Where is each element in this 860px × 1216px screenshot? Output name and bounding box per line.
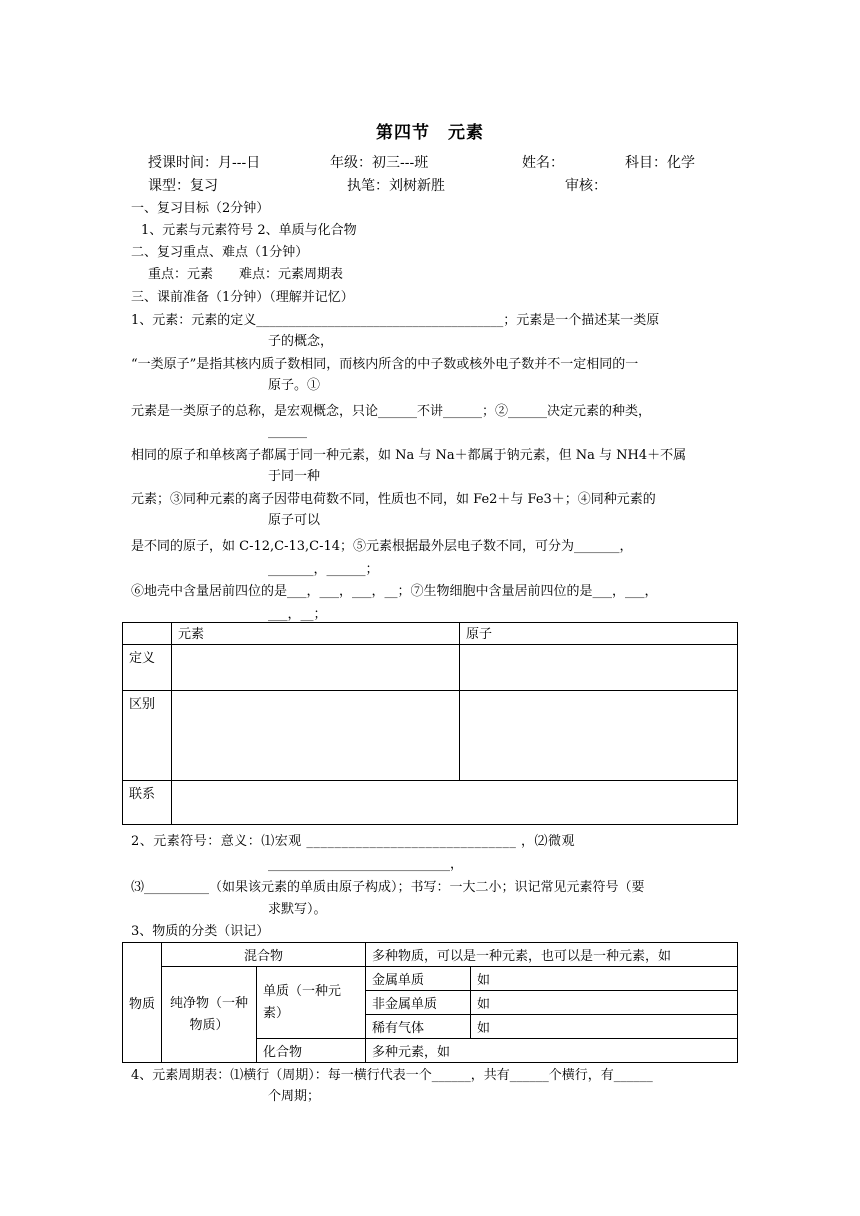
- cell-atom-definition[interactable]: [460, 645, 738, 691]
- text-line: ⑥地壳中含量居前四位的是___，___，___，__；⑦生物细胞中含量居前四位的是___，___，: [131, 584, 658, 599]
- text-line: 元素是一类原子的总称，是宏观概念，只论______不讲______；②______决定元素的种类，: [131, 404, 652, 419]
- section-3-heading: 三、课前准备（1分钟）（理解并记忆）: [131, 290, 354, 305]
- text-line: 原子。①: [268, 378, 321, 393]
- section-1-heading: 一、复习目标（2分钟）: [131, 201, 270, 216]
- nonmetal-example: 如: [471, 991, 738, 1015]
- text-line: 求默写）。: [268, 902, 327, 917]
- text-line: 是不同的原子，如 C-12,C-13,C-14；⑤元素根据最外层电子数不同，可分为_______，: [131, 539, 633, 554]
- text-line: 1、元素：元素的定义______________________________________；元素是一个描述某一类原: [131, 313, 660, 328]
- text-line: 2、元素符号：意义：⑴宏观 ______________________________ ，⑵微观: [131, 834, 576, 849]
- noble-gas-label: 稀有气体: [366, 1015, 471, 1039]
- col-atom: 原子: [460, 623, 738, 645]
- cell-atom-difference[interactable]: [460, 691, 738, 781]
- text-line: _______，______；: [268, 562, 379, 577]
- row-definition: 定义: [123, 645, 172, 691]
- nonmetal-label: 非金属单质: [366, 991, 471, 1015]
- student-name: 姓名：: [522, 155, 564, 171]
- text-line: 原子可以: [268, 513, 321, 528]
- text-line: 个周期；: [268, 1089, 321, 1104]
- author: 执笔：刘树新胜: [347, 178, 445, 194]
- text-line: 子的概念，: [268, 334, 334, 349]
- section-2-heading: 二、复习重点、难点（1分钟）: [131, 245, 309, 260]
- metal-label: 金属单质: [366, 967, 471, 991]
- section-heading: 3、物质的分类（识记）: [131, 924, 270, 939]
- blank-line: ______: [268, 424, 307, 439]
- blank-line: ____________________________，: [268, 857, 464, 872]
- element-atom-table: [122, 622, 738, 825]
- text-line: “一类原子”是指其核内质子数相同，而核内所含的中子数或核外电子数并不一定相同的一: [131, 357, 639, 372]
- mixture-desc: 多种物质，可以是一种元素，也可以是一种元素，如: [366, 943, 738, 967]
- lesson-type: 课型：复习: [148, 178, 218, 194]
- reviewer: 审核：: [565, 178, 607, 194]
- metal-example: 如: [471, 967, 738, 991]
- compound-desc: 多种元素，如: [366, 1039, 738, 1063]
- compound-label: 化合物: [257, 1039, 366, 1063]
- grade: 年级：初三---班: [330, 155, 429, 171]
- text-line: 于同一种: [268, 469, 321, 484]
- section-2-focus: 重点：元素 难点：元素周期表: [148, 267, 344, 282]
- cell-relation[interactable]: [172, 781, 738, 825]
- cell-element-definition[interactable]: [172, 645, 460, 691]
- subject: 科目：化学: [625, 155, 695, 171]
- section-1-goals: 1、元素与元素符号 2、单质与化合物: [141, 223, 357, 238]
- cell-element-difference[interactable]: [172, 691, 460, 781]
- pure-substance-label: 纯净物（一种物质）: [162, 967, 257, 1063]
- text-line: 4、元素周期表：⑴横行（周期）：每一横行代表一个______，共有______个横行，有______: [131, 1068, 653, 1083]
- text-line: 相同的原子和单核离子都属于同一种元素，如 Na 与 Na＋都属于钠元素，但 Na 与 NH4＋不属: [131, 448, 687, 463]
- text-line: 元素；③同种元素的离子因带电荷数不同，性质也不同，如 Fe2＋与 Fe3＋；④同种元素的: [131, 492, 656, 507]
- col-element: 元素: [172, 623, 460, 645]
- row-difference: 区别: [123, 691, 172, 781]
- substance-label: 物质: [123, 943, 162, 1063]
- elementary-substance-label: 单质（一种元素）: [257, 967, 366, 1039]
- row-relation: 联系: [123, 781, 172, 825]
- mixture-label: 混合物: [162, 943, 366, 967]
- lesson-time: 授课时间：月---日: [148, 155, 261, 171]
- text-line: ___，__；: [268, 607, 327, 622]
- text-line: ⑶__________（如果该元素的单质由原子构成）；书写：一大二小；识记常见元素符号（要: [131, 880, 645, 895]
- classification-table: [122, 942, 738, 1063]
- noble-gas-example: 如: [471, 1015, 738, 1039]
- page-title: 第四节 元素: [376, 123, 484, 143]
